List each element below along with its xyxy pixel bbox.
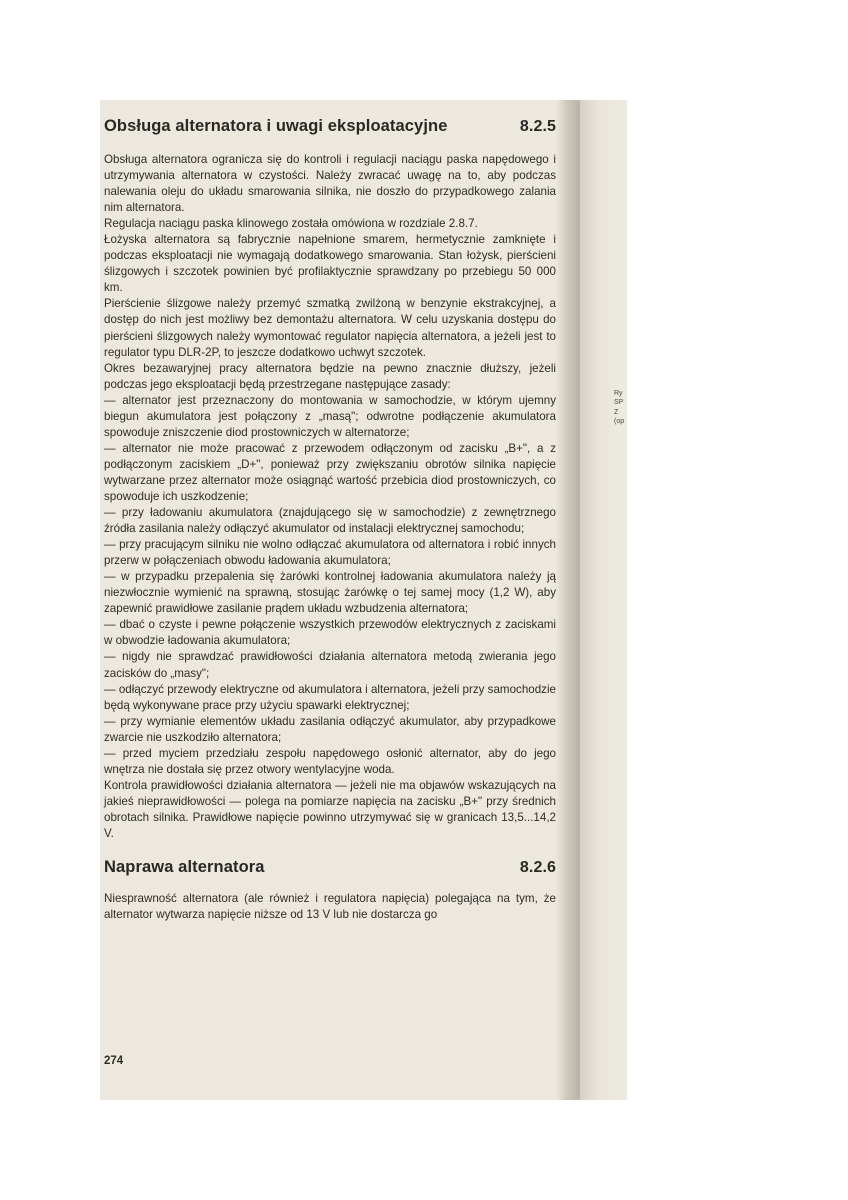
- paragraph: Pierścienie ślizgowe należy przemyć szmatką zwilżoną w benzynie ekstrakcyjnej, a dostęp do nich jest możliwy bez demontażu alternatora. W celu uzyskania dostępu do pierścieni ślizgowych należy wymontować regulator napięcia alternatora, a jeżeli jest to regulator typu DLR-2P, to jeszcze dodatkowo uchwyt szczotek.: [104, 297, 556, 359]
- paragraph: Okres bezawaryjnej pracy alternatora będzie na pewno znacznie dłuższy, jeżeli podczas jego eksploatacji będą przestrzegane następujące zasady:: [104, 361, 556, 391]
- section-body-8-2-6: [104, 891, 556, 923]
- section-body-8-2-5: [104, 152, 556, 842]
- paragraph: Obsługa alternatora ogranicza się do kontroli i regulacji naciągu paska napędowego i utrzymywania alternatora w czystości. Należy zwracać uwagę na to, aby podczas nalewania oleju do układu smarowania silnika, nie doszło do przypadkowego zalania nim alternatora.: [104, 153, 556, 215]
- next-page-fragment-line: Z: [614, 409, 619, 416]
- section-title: Naprawa alternatora: [104, 858, 265, 877]
- list-item: — odłączyć przewody elektryczne od akumulatora i alternatora, jeżeli przy samochodzie będą wykonywane prace przy użyciu spawarki elektrycznej;: [104, 682, 556, 712]
- section-number: 8.2.5: [519, 118, 556, 135]
- book-spine-shadow: [556, 100, 580, 1100]
- page-content: [104, 117, 556, 923]
- next-page-fragment-line: (op: [614, 418, 625, 425]
- list-item: — alternator jest przeznaczony do montowania w samochodzie, w którym ujemny biegun akumulatora jest połączony z „masą"; odwrotne podłączenie akumulatora spowoduje zniszczenie diod prostowniczych w alternatorze;: [104, 393, 556, 439]
- list-item: — dbać o czyste i pewne połączenie wszystkich przewodów elektrycznych z zaciskami w obwodzie ładowania akumulatora;: [104, 618, 556, 648]
- section-heading-8-2-5: [104, 117, 556, 136]
- page-number: 274: [104, 1055, 124, 1067]
- list-item: — przed myciem przedziału zespołu napędowego osłonić alternator, aby do jego wnętrza nie dostała się przez otwory wentylacyjne woda.: [104, 746, 556, 776]
- next-page-fragment-line: Ry: [614, 390, 623, 397]
- list-item: — przy pracującym silniku nie wolno odłączać akumulatora od alternatora i robić innych przerw w połączeniach obwodu ładowania akumulatora;: [104, 538, 556, 568]
- next-page-fragment-line: SP: [614, 399, 624, 406]
- list-item: — w przypadku przepalenia się żarówki kontrolnej ładowania akumulatora należy ją niezwłocznie wymienić na sprawną, stosując żarówkę o tej samej mocy (1,2 W), aby zapewnić prawidłowe zasilanie prądem układu wzbudzenia alternatora;: [104, 570, 556, 616]
- paragraph: Łożyska alternatora są fabrycznie napełnione smarem, hermetycznie zamknięte i podczas eksploatacji nie wymagają dodatkowego smarowania. Stan łożysk, pierścieni ślizgowych i szczotek powinien być profilaktycznie sprawdzany po przebiegu 50 000 km.: [104, 233, 556, 295]
- section-title: Obsługa alternatora i uwagi eksploatacyjne: [104, 117, 448, 135]
- book-page: [100, 100, 566, 1100]
- scanned-book-spread: [100, 100, 627, 1100]
- section-number: 8.2.6: [519, 859, 556, 877]
- list-item: — przy ładowaniu akumulatora (znajdującego się w samochodzie) z zewnętrznego źródła zasilania należy odłączyć akumulator od instalacji elektrycznej samochodu;: [104, 506, 556, 536]
- section-heading-8-2-6: [104, 858, 556, 877]
- paragraph: Kontrola prawidłowości działania alternatora — jeżeli nie ma objawów wskazujących na jakieś nieprawidłowości — polega na pomiarze napięcia na zacisku „B+" przy średnich obrotach silnika. Prawidłowe napięcie powinno utrzymywać się w granicach 13,5...14,2 V.: [104, 778, 556, 840]
- next-page-edge: [580, 100, 627, 1100]
- list-item: — nigdy nie sprawdzać prawidłowości działania alternatora metodą zwierania jego zacisków do „masy";: [104, 650, 556, 680]
- paragraph: Niesprawność alternatora (ale również i regulatora napięcia) polegająca na tym, że alternator wytwarza napięcie niższe od 13 V lub nie dostarcza go: [104, 892, 556, 922]
- list-item: — alternator nie może pracować z przewodem odłączonym od zacisku „B+", a z podłączonym zaciskiem „D+", ponieważ przy zwiększaniu obrotów silnika napięcie wytwarzane przez alternator może osiągnąć wartość przebicia diod prostowniczych, co spowoduje ich uszkodzenie;: [104, 441, 556, 503]
- list-item: — przy wymianie elementów układu zasilania odłączyć akumulator, aby przypadkowe zwarcie nie uszkodziło alternatora;: [104, 714, 556, 744]
- paragraph: Regulacja naciągu paska klinowego została omówiona w rozdziale 2.8.7.: [104, 217, 478, 231]
